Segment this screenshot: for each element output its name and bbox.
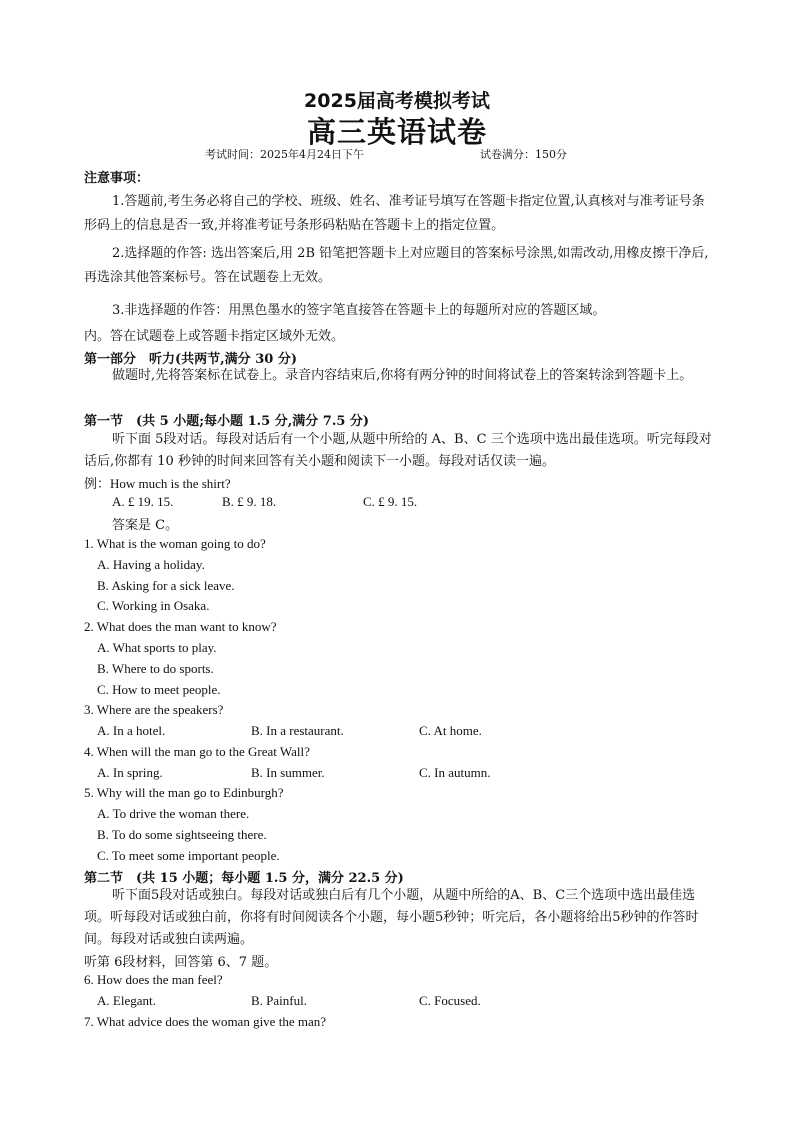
q6-option-b: B. Painful.: [251, 993, 307, 1008]
part1-heading: 第一部分 听力(共两节,满分 30 分): [84, 352, 297, 367]
q6-option-a: A. Elegant.: [97, 993, 156, 1008]
question-6: 6. How does the man feel?: [84, 972, 223, 987]
q2-option-c: C. How to meet people.: [97, 682, 221, 697]
q4-option-c: C. In autumn.: [419, 765, 491, 780]
q2-option-a: A. What sports to play.: [97, 640, 217, 655]
q1-option-a: A. Having a holiday.: [97, 557, 205, 572]
question-3: 3. Where are the speakers?: [84, 702, 224, 717]
example-answer: 答案是 C。: [112, 518, 179, 533]
exam-time: 考试时间：2025年4月24日下午: [205, 148, 364, 161]
q1-option-c: C. Working in Osaka.: [97, 598, 210, 613]
example-option-b: B. £ 9. 18.: [222, 494, 277, 509]
question-2: 2. What does the man want to know?: [84, 619, 277, 634]
q3-option-c: C. At home.: [419, 723, 482, 738]
listen-note: 听第 6段材料，回答第 6、7 题。: [84, 955, 278, 970]
section2-instruction: 听下面5段对话或独白。每段对话或独白后有几个小题，从题中所给的A、B、C三个选项中选出最佳选项。听每段对话或独白前，你将有时间阅读各个小题，每小题5秒钟；听完后，各小题将给出5秒钟的作答时间。每段对话或独白读两遍。: [84, 888, 699, 947]
q5-option-c: C. To meet some important people.: [97, 848, 280, 863]
question-7: 7. What advice does the woman give the man?: [84, 1014, 326, 1029]
q5-option-a: A. To drive the woman there.: [97, 806, 250, 821]
q1-option-b: B. Asking for a sick leave.: [97, 578, 235, 593]
q4-option-a: A. In spring.: [97, 765, 163, 780]
section2-heading: 第二节 (共 15 小题；每小题 1.5 分，满分 22.5 分): [84, 871, 404, 886]
note-item-3: 3.非选择题的作答：用黑色墨水的签字笔直接答在答题卡上的每题所对应的答题区域。: [112, 303, 606, 318]
section1-instruction: 听下面 5段对话。每段对话后有一个小题,从题中所给的 A、B、C 三个选项中选出最佳选项。听完每段对话后,你都有 10 秒钟的时间来回答有关小题和阅读下一小题。每段对话仅读一遍。: [84, 432, 712, 469]
exam-title: 2025届高考模拟考试: [304, 90, 490, 112]
question-1: 1. What is the woman going to do?: [84, 536, 266, 551]
q3-option-b: B. In a restaurant.: [251, 723, 344, 738]
q5-option-b: B. To do some sightseeing there.: [97, 827, 267, 842]
q4-option-b: B. In summer.: [251, 765, 325, 780]
part1-instruction: 做题时,先将答案标在试卷上。录音内容结束后,你将有两分钟的时间将试卷上的答案转涂到答题卡上。: [112, 368, 693, 383]
q2-option-b: B. Where to do sports.: [97, 661, 214, 676]
q6-option-c: C. Focused.: [419, 993, 481, 1008]
note-item-4: 内。答在试题卷上或答题卡指定区域外无效。: [84, 329, 345, 344]
q3-option-a: A. In a hotel.: [97, 723, 166, 738]
question-5: 5. Why will the man go to Edinburgh?: [84, 785, 284, 800]
notes-heading: 注意事项：: [84, 171, 150, 186]
example-option-c: C. £ 9. 15.: [363, 494, 418, 509]
full-score: 试卷满分：150分: [480, 148, 567, 161]
note-item-2: 2.选择题的作答: 选出答案后,用 2B 铅笔把答题卡上对应题目的答案标号涂黑,如需改动,用橡皮擦干净后,再选涂其他答案标号。答在试题卷上无效。: [84, 246, 709, 285]
note-item-1: 1.答题前,考生务必将自己的学校、班级、姓名、准考证号填写在答题卡指定位置,认真核对与准考证号条形码上的信息是否一致,并将准考证号条形码粘贴在答题卡上的指定位置。: [84, 194, 705, 233]
exam-subtitle: 高三英语试卷: [306, 115, 487, 149]
example-question: 例：How much is the shirt?: [84, 476, 231, 491]
section1-heading: 第一节 (共 5 小题;每小题 1.5 分,满分 7.5 分): [84, 414, 370, 429]
example-option-a: A. £ 19. 15.: [112, 494, 174, 509]
question-4: 4. When will the man go to the Great Wall?: [84, 744, 310, 759]
